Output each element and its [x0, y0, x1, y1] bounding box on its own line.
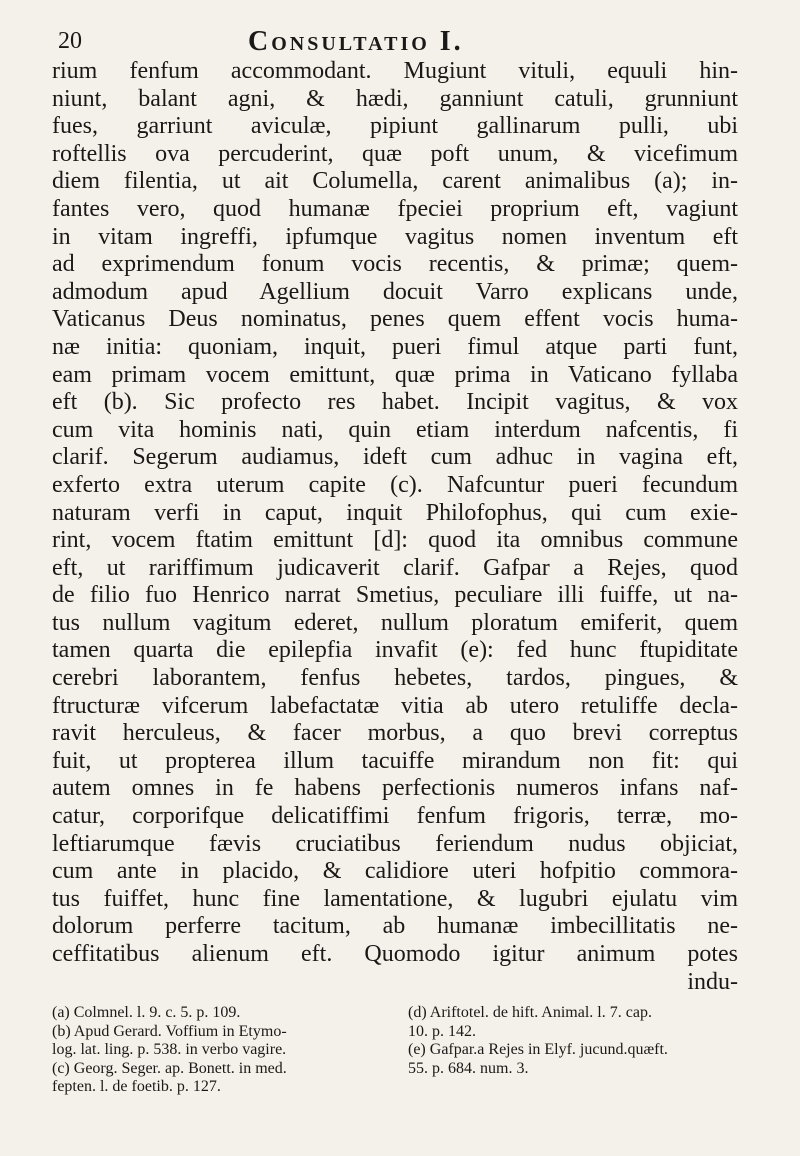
- footnote-line: (a) Colmnel. l. 9. c. 5. p. 109.: [52, 1004, 241, 1021]
- text-line: ad exprimendum fonum vocis recentis, & primæ; quem-: [52, 251, 738, 278]
- text-line: diem filentia, ut ait Columella, carent animalibus (a); in-: [52, 168, 738, 195]
- text-line: ravit herculeus, & facer morbus, a quo brevi correptus: [52, 720, 738, 747]
- text-line: niunt, balant agni, & hædi, ganniunt catuli, grunniunt: [52, 85, 738, 112]
- footnote-line: (e) Gafpar.a Rejes in Elyf. jucund.quæft.: [408, 1041, 668, 1058]
- text-line: de filio fuo Henrico narrat Smetius, peculiare illi fuiffe, ut na-: [52, 582, 738, 609]
- text-line: autem omnes in fe habens perfectionis numeros infans naf-: [52, 775, 738, 802]
- text-line: cerebri laborantem, fenfus hebetes, tardos, pingues, &: [52, 665, 738, 692]
- footnotes-right-column: [408, 1004, 738, 1097]
- text-line: naturam verfi in caput, inquit Philofophus, qui cum exie-: [52, 499, 738, 526]
- running-title: Consultatio I.: [248, 26, 464, 57]
- text-line: fues, garriunt aviculæ, pipiunt gallinarum pulli, ubi: [52, 113, 738, 140]
- text-line: in vitam ingreffi, ipfumque vagitus nomen inventum eft: [52, 223, 738, 250]
- footnote-line: (c) Georg. Seger. ap. Bonett. in med.: [52, 1059, 287, 1077]
- text-line: clarif. Segerum audiamus, ideft cum adhuc in vagina eft,: [52, 444, 738, 471]
- text-line: catur, corporifque delicatiffimi fenfum frigoris, terræ, mo-: [52, 803, 738, 830]
- main-text: [52, 58, 738, 996]
- text-line: rint, vocem ftatim emittunt [d]: quod ita omnibus commune: [52, 527, 738, 554]
- text-line: admodum apud Agellium docuit Varro explicans unde,: [52, 278, 738, 305]
- text-line: dolorum perferre tacitum, ab humanæ imbecillitatis ne-: [52, 913, 738, 940]
- footnote-line: log. lat. ling. p. 538. in verbo vagire.: [52, 1041, 287, 1058]
- text-line: tamen quarta die epilepfia invafit (e): fed hunc ftupiditate: [52, 637, 738, 664]
- text-line: leftiarumque fævis cruciatibus feriendum nudus objiciat,: [52, 830, 738, 857]
- footnotes: [52, 1004, 738, 1097]
- text-line: cum ante in placido, & calidiore uteri hofpitio commora-: [52, 858, 738, 885]
- text-line: roftellis ova percuderint, quæ poft unum, & vicefimum: [52, 140, 738, 167]
- page-header: [52, 20, 738, 58]
- text-line: næ initia: quoniam, inquit, pueri fimul atque parti funt,: [52, 333, 738, 360]
- text-line: eft (b). Sic profecto res habet. Incipit vagitus, & vox: [52, 389, 738, 416]
- footnote-line: 10. p. 142.: [408, 1022, 476, 1040]
- text-line: eft, ut rariffimum judicaverit clarif. Gafpar a Rejes, quod: [52, 554, 738, 581]
- text-line: ftructuræ vifcerum labefactatæ vitia ab utero retuliffe decla-: [52, 692, 738, 719]
- text-line: indu-: [687, 968, 738, 995]
- footnote-line: (d) Ariftotel. de hift. Animal. l. 7. cap.: [408, 1004, 652, 1021]
- text-line: rium fenfum accommodant. Mugiunt vituli, equuli hin-: [52, 58, 738, 84]
- text-line: exferto extra uterum capite (c). Nafcuntur pueri fecundum: [52, 471, 738, 498]
- footnote-line: (b) Apud Gerard. Voffium in Etymo-: [52, 1022, 287, 1040]
- footnotes-left-column: [52, 1004, 382, 1097]
- text-line: fantes vero, quod humanæ fpeciei proprium eft, vagiunt: [52, 195, 738, 222]
- text-line: cum vita hominis nati, quin etiam interdum nafcentis, fi: [52, 416, 738, 443]
- text-line: Vaticanus Deus nominatus, penes quem effent vocis huma-: [52, 306, 738, 333]
- text-line: tus nullum vagitum ederet, nullum ploratum emiferit, quem: [52, 609, 738, 636]
- footnote-line: 55. p. 684. num. 3.: [408, 1059, 529, 1077]
- page-number: 20: [58, 28, 82, 54]
- text-line: tus fuiffet, hunc fine lamentatione, & lugubri ejulatu vim: [52, 885, 738, 912]
- text-line: fuit, ut propterea illum tacuiffe mirandum non fit: qui: [52, 747, 738, 774]
- text-line: eam primam vocem emittunt, quæ prima in Vaticano fyllaba: [52, 361, 738, 388]
- footnote-line: fepten. l. de foetib. p. 127.: [52, 1078, 221, 1095]
- text-line: ceffitatibus alienum eft. Quomodo igitur animum potes: [52, 941, 738, 967]
